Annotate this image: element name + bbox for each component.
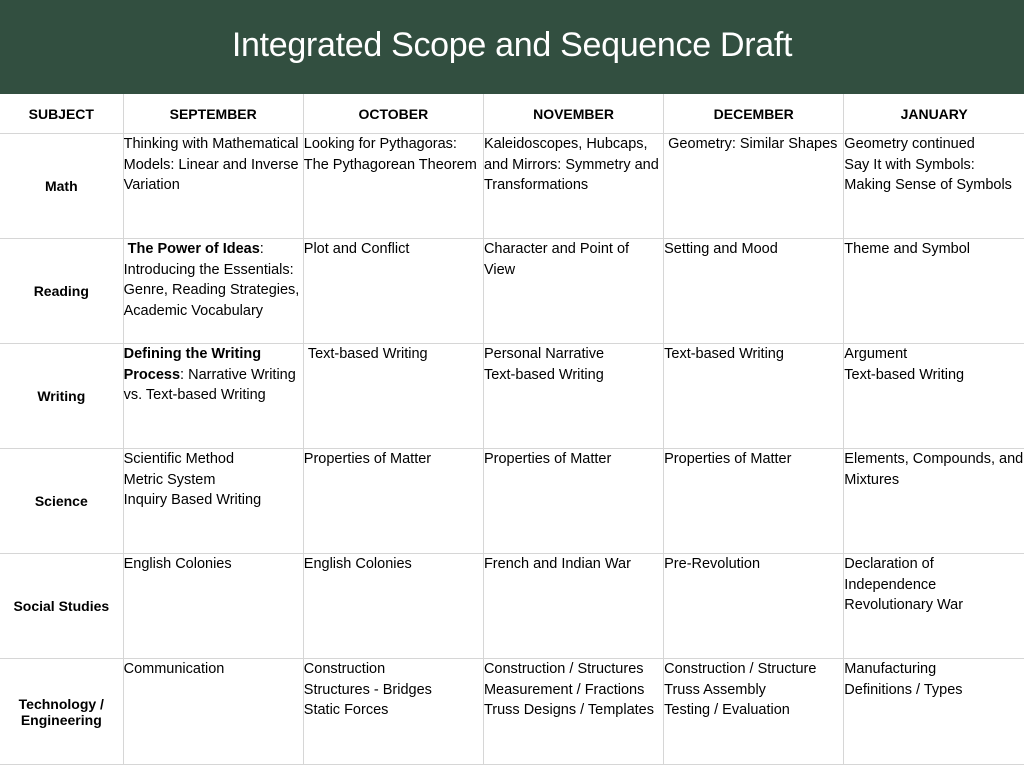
topic-text: Declaration of Independence	[844, 556, 938, 593]
title-bar	[0, 0, 1024, 94]
topic-text: Manufacturing	[844, 661, 937, 677]
subject-cell: Technology / Engineering	[0, 659, 123, 765]
topic-cell	[483, 239, 663, 344]
topic-bold-text: The Power of Ideas	[123, 241, 260, 257]
topic-cell	[664, 659, 844, 765]
topic-cell	[483, 554, 663, 659]
topic-rest-text: : Introducing the Essentials: Genre, Reading Strategies, Academic Vocabulary	[123, 241, 303, 319]
topic-cell	[844, 449, 1024, 554]
topic-text: Revolutionary War	[844, 597, 964, 613]
topic-text: Geometry continued	[844, 136, 975, 152]
topic-text: Properties of Matter	[303, 451, 432, 467]
topic-cell	[844, 134, 1024, 239]
topic-cell	[303, 134, 483, 239]
topic-text: Definitions / Types	[844, 681, 963, 698]
topic-text: Geometry: Similar Shapes	[664, 136, 838, 152]
topic-cell	[123, 449, 303, 554]
topic-cell	[483, 449, 663, 554]
header-subject: SUBJECT	[0, 94, 123, 134]
topic-text: Text-based Writing	[844, 366, 965, 383]
topic-cell	[844, 554, 1024, 659]
topic-cell	[664, 449, 844, 554]
topic-text: Properties of Matter	[664, 451, 792, 467]
scope-sequence-table	[0, 94, 1024, 765]
topic-text: Construction / Structure	[664, 661, 817, 677]
topic-text: Metric System	[123, 471, 216, 488]
topic-text: French and Indian War	[483, 556, 631, 572]
topic-cell	[844, 239, 1024, 344]
header-december: DECEMBER	[664, 94, 844, 134]
table-row	[0, 239, 1024, 344]
topic-text: Thinking with Mathematical Models: Linear and Inverse Variation	[123, 136, 303, 193]
table-row	[0, 344, 1024, 449]
table-body	[0, 134, 1024, 765]
topic-text: Inquiry Based Writing	[123, 492, 262, 508]
topic-text: English Colonies	[123, 556, 232, 572]
subject-cell: Reading	[0, 239, 123, 344]
table-row	[0, 554, 1024, 659]
topic-cell	[483, 134, 663, 239]
topic-cell	[123, 554, 303, 659]
topic-cell	[483, 659, 663, 765]
topic-text: Communication	[123, 661, 225, 677]
topic-cell	[303, 344, 483, 449]
topic-text: Plot and Conflict	[303, 241, 410, 257]
topic-text: Character and Point of View	[483, 241, 634, 278]
topic-text: Say It with Symbols: Making Sense of Symbols	[844, 156, 1012, 193]
topic-text: Construction / Structures	[483, 661, 644, 677]
topic-cell	[303, 554, 483, 659]
topic-rest-text: : Narrative Writing vs. Text-based Writing	[123, 366, 304, 403]
subject-cell: Writing	[0, 344, 123, 449]
header-november: NOVEMBER	[483, 94, 663, 134]
topic-cell	[123, 344, 303, 449]
topic-cell	[664, 344, 844, 449]
topic-cell	[303, 659, 483, 765]
topic-text: Testing / Evaluation	[664, 702, 790, 718]
subject-cell: Science	[0, 449, 123, 554]
topic-text: Argument	[844, 346, 908, 362]
topic-text: Construction	[303, 661, 386, 677]
topic-text: Pre-Revolution	[664, 556, 761, 572]
header-september: SEPTEMBER	[123, 94, 303, 134]
table-row	[0, 449, 1024, 554]
topic-text: Measurement / Fractions	[483, 681, 645, 698]
header-january: JANUARY	[844, 94, 1024, 134]
subject-cell: Social Studies	[0, 554, 123, 659]
topic-text: Truss Assembly	[664, 681, 766, 698]
topic-text: Theme and Symbol	[844, 241, 971, 257]
topic-cell	[303, 239, 483, 344]
topic-text: Kaleidoscopes, Hubcaps, and Mirrors: Symmetry and Transformations	[483, 136, 663, 193]
topic-text	[124, 239, 303, 321]
topic-text: Properties of Matter	[483, 451, 612, 467]
subject-cell: Math	[0, 134, 123, 239]
topic-text: Text-based Writing	[483, 366, 604, 383]
topic-text: English Colonies	[303, 556, 412, 572]
header-row	[0, 94, 1024, 134]
topic-cell	[664, 239, 844, 344]
topic-text: Personal Narrative	[483, 346, 605, 362]
topic-text: Elements, Compounds, and Mixtures	[844, 451, 1024, 488]
header-october: OCTOBER	[303, 94, 483, 134]
topic-cell	[664, 134, 844, 239]
topic-bold-text: Defining the Writing Process	[123, 346, 266, 383]
topic-cell	[123, 659, 303, 765]
topic-cell	[303, 449, 483, 554]
topic-text: Structures - Bridges	[303, 681, 432, 698]
topic-text: Scientific Method	[123, 451, 235, 467]
topic-text	[124, 344, 303, 406]
table-row	[0, 134, 1024, 239]
topic-cell	[123, 239, 303, 344]
topic-text: Looking for Pythagoras: The Pythagorean Theorem	[303, 136, 477, 173]
page-title: Integrated Scope and Sequence Draft	[231, 25, 793, 64]
topic-cell	[844, 659, 1024, 765]
topic-cell	[483, 344, 663, 449]
topic-cell	[664, 554, 844, 659]
table-row	[0, 659, 1024, 765]
topic-text: Setting and Mood	[664, 241, 778, 257]
topic-text: Text-based Writing	[303, 346, 428, 362]
topic-text: Static Forces	[303, 702, 389, 718]
topic-cell	[123, 134, 303, 239]
topic-text: Truss Designs / Templates	[483, 702, 654, 718]
topic-cell	[844, 344, 1024, 449]
topic-text: Text-based Writing	[664, 346, 784, 362]
